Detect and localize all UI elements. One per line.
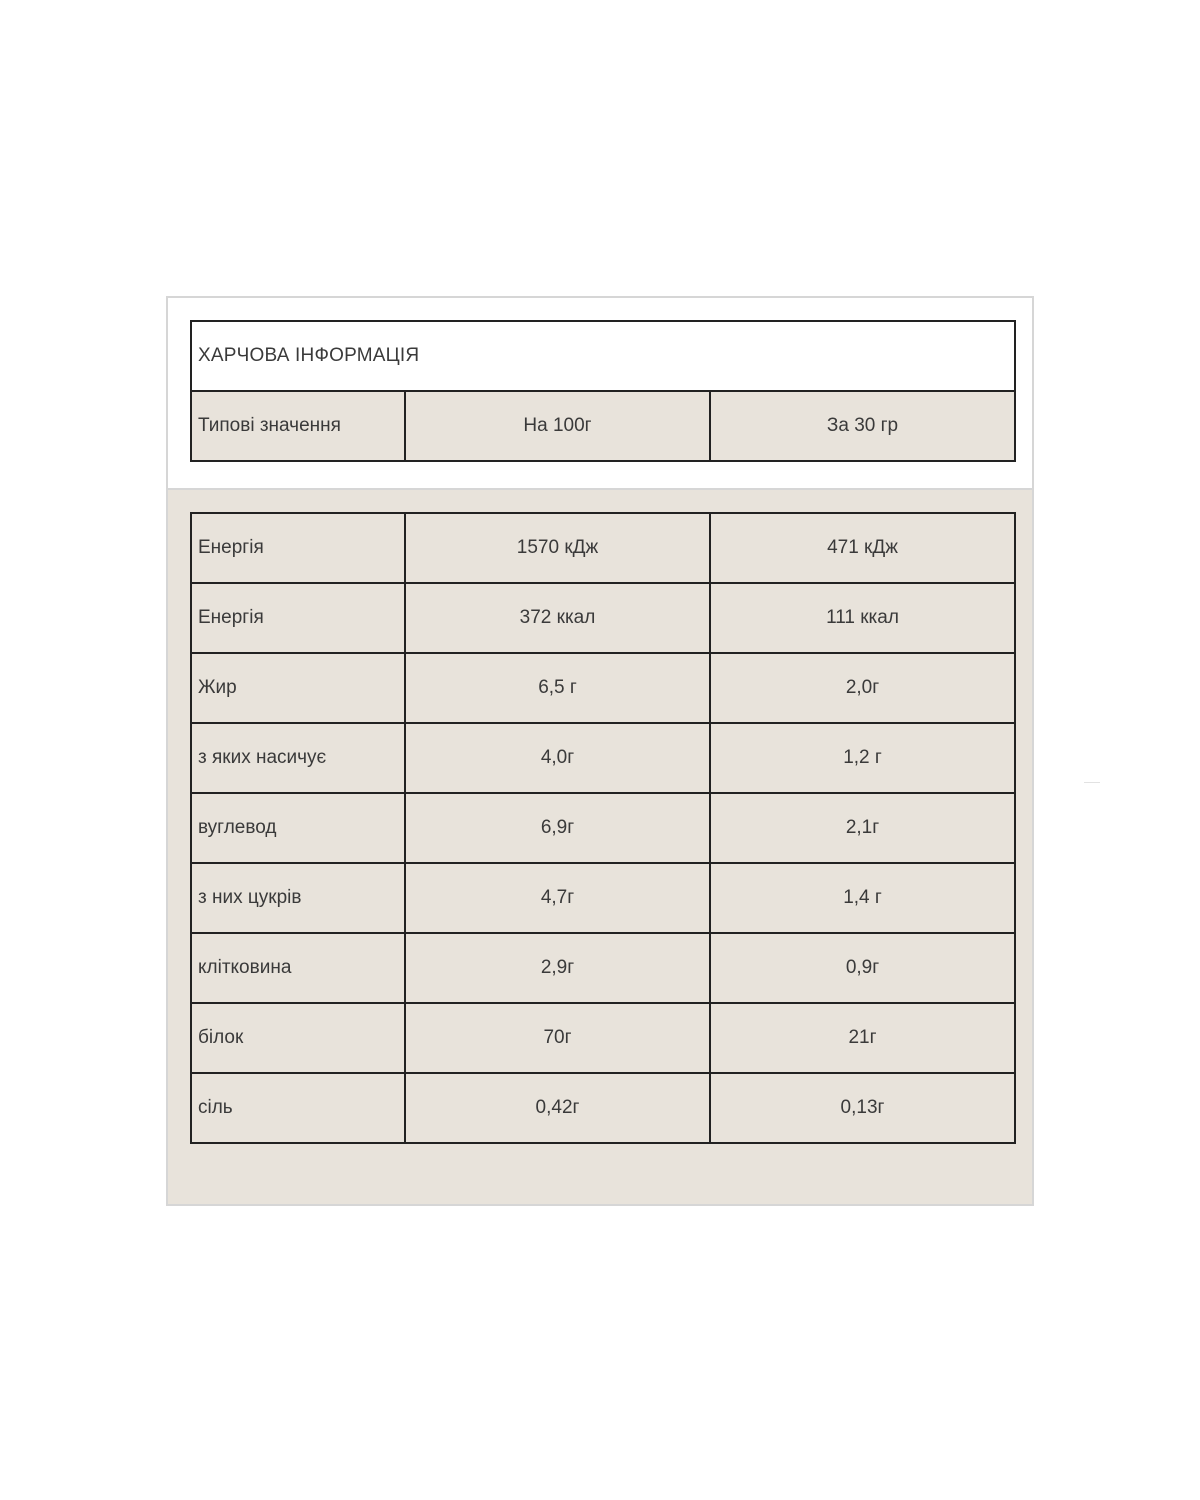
table-row	[191, 793, 1015, 863]
nutrition-panel	[166, 296, 1034, 1206]
value-per-30g: 0,13г	[710, 1073, 1015, 1143]
header-per-100g: На 100г	[405, 391, 710, 461]
value-per-100g: 6,9г	[405, 793, 710, 863]
value-per-30g: 2,1г	[710, 793, 1015, 863]
value-per-100g: 1570 кДж	[405, 513, 710, 583]
header-typical-values: Типові значення	[191, 391, 405, 461]
value-per-30g: 0,9г	[710, 933, 1015, 1003]
nutrient-name: білок	[191, 1003, 405, 1073]
value-per-100g: 6,5 г	[405, 653, 710, 723]
table-row	[191, 723, 1015, 793]
value-per-30g: 471 кДж	[710, 513, 1015, 583]
value-per-30g: 21г	[710, 1003, 1015, 1073]
value-per-30g: 1,2 г	[710, 723, 1015, 793]
nutrition-body-section	[168, 490, 1032, 1206]
table-row	[191, 1003, 1015, 1073]
value-per-100g: 372 ккал	[405, 583, 710, 653]
nutrient-name: Жир	[191, 653, 405, 723]
nutrient-name: Енергія	[191, 583, 405, 653]
nutrition-values-table	[190, 512, 1016, 1144]
value-per-100g: 4,0г	[405, 723, 710, 793]
column-header-row	[191, 391, 1015, 461]
table-row	[191, 653, 1015, 723]
value-per-100g: 0,42г	[405, 1073, 710, 1143]
table-row	[191, 863, 1015, 933]
table-row	[191, 933, 1015, 1003]
table-row	[191, 583, 1015, 653]
value-per-30g: 2,0г	[710, 653, 1015, 723]
nutrient-name: з них цукрів	[191, 863, 405, 933]
value-per-30g: 111 ккал	[710, 583, 1015, 653]
nutrition-header-table	[190, 320, 1016, 462]
divider-mark	[1084, 782, 1100, 783]
nutrient-name: Енергія	[191, 513, 405, 583]
nutrient-name: сіль	[191, 1073, 405, 1143]
title-row	[191, 321, 1015, 391]
value-per-100g: 70г	[405, 1003, 710, 1073]
nutrient-name: з яких насичує	[191, 723, 405, 793]
table-row	[191, 1073, 1015, 1143]
table-title: ХАРЧОВА ІНФОРМАЦІЯ	[191, 321, 1015, 391]
value-per-100g: 2,9г	[405, 933, 710, 1003]
nutrient-name: вуглевод	[191, 793, 405, 863]
value-per-100g: 4,7г	[405, 863, 710, 933]
nutrient-name: клітковина	[191, 933, 405, 1003]
header-per-30g: За 30 гр	[710, 391, 1015, 461]
table-row	[191, 513, 1015, 583]
nutrition-header-section	[168, 298, 1032, 490]
value-per-30g: 1,4 г	[710, 863, 1015, 933]
